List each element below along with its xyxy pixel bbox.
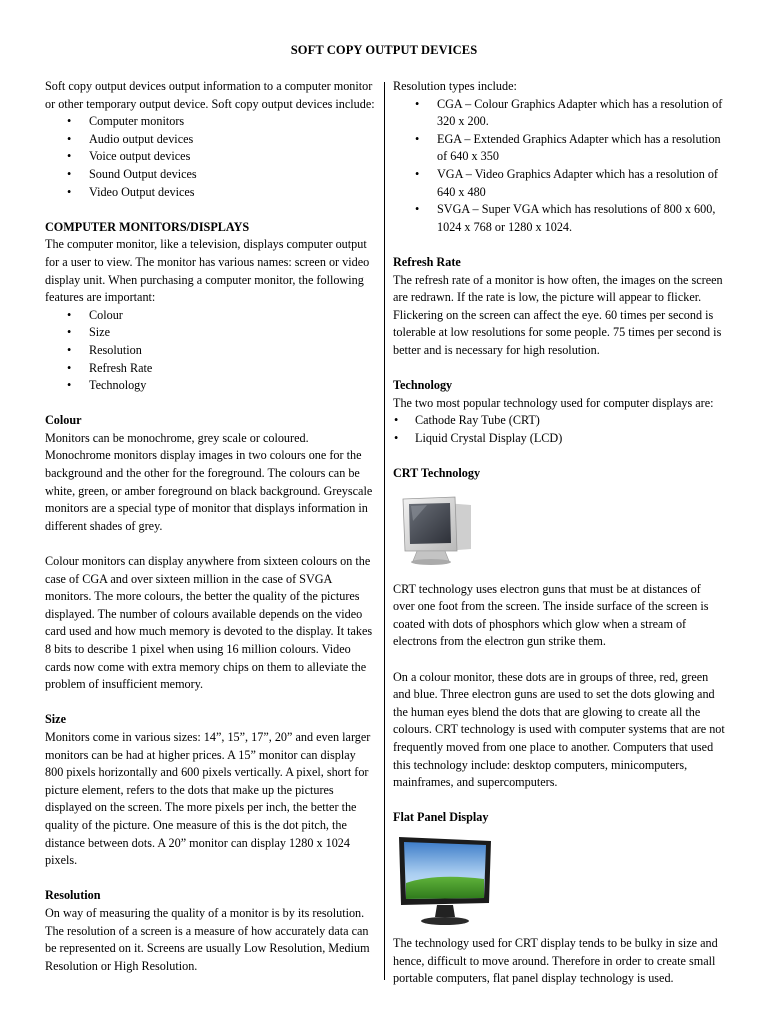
intro-list <box>45 113 377 201</box>
section-heading-crt: CRT Technology <box>393 466 481 481</box>
resolution-paragraph: On way of measuring the quality of a monitor is by its resolution. The resolution of a screen is a measure of how accurately data can be represented on it. Screens are usually Low Resolution, Medium Resolution or High Resolution. <box>45 905 370 973</box>
section-heading-flat-panel: Flat Panel Display <box>393 810 489 825</box>
refresh-paragraph: The refresh rate of a monitor is how often, the images on the screen are redrawn. If the rate is low, the picture will appear to flicker. Flickering on the screen can affect the eye. 60 times per second is tolerable at low resolutions for some people. 75 times per second is better and is necessary for high resolution. <box>393 272 723 357</box>
list-item: • Technology <box>45 377 377 395</box>
page-title: SOFT COPY OUTPUT DEVICES <box>290 43 478 57</box>
column-divider <box>384 82 385 980</box>
section-heading-size: Size <box>45 712 66 727</box>
list-item: • Computer monitors <box>45 113 377 131</box>
list-item: • Sound Output devices <box>45 166 377 184</box>
list-item: • Resolution <box>45 342 377 360</box>
list-item: • VGA – Video Graphics Adapter which has a resolution of 640 x 480 <box>393 166 725 201</box>
list-item: • Liquid Crystal Display (LCD) <box>393 430 725 448</box>
right-column <box>393 78 725 988</box>
technology-paragraph: The two most popular technology used for computer displays are: <box>393 395 714 410</box>
colour-paragraph-1: Monitors can be monochrome, grey scale or coloured. Monochrome monitors display images in two colours one for the background and the other for the foreground. The colours can be white, green, or amber foreground on black background. Greyscale monitors are a special type of monitor that displays information in different shades of grey. <box>45 430 373 533</box>
list-item: • Voice output devices <box>45 148 377 166</box>
size-paragraph: Monitors come in various sizes: 14”, 15”, 17”, 20” and even larger monitors can be had at higher prices. A 15” monitor can display 800 pixels horizontally and 600 pixels vertically. A pixel, short for picture element, refers to the dots that make up the pictures displayed on the screen. The more pixels per inch, the better the quality of the picture. One measure of this is the dot pitch, the distance between dots. A 20” monitor can display 1280 x 1024 pixels. <box>45 729 371 868</box>
resolution-types-list <box>393 96 725 237</box>
crt-paragraph-1: CRT technology uses electron guns that must be at distances of over one foot from the screen. The inside surface of the screen is coated with dots of phosphors which glow when a stream of electrons from the electron gun strike them. <box>393 581 709 649</box>
colour-paragraph-2: Colour monitors can display anywhere from sixteen colours on the case of CGA and over sixteen million in the case of SVGA monitors. The more colours, the better the quality of the pictures displayed. The number of colours available depends on the video card used and how much memory is devoted to the display. It takes 8 bits to describe 1 pixel when using 16 million colours. Video cards now come with extra memory chips on them to alleviate the problem of insufficient memory. <box>45 554 373 692</box>
left-column <box>45 78 377 975</box>
crt-monitor-image <box>397 491 477 571</box>
crt-paragraph-2: On a colour monitor, these dots are in groups of three, red, green and blue. Three electron guns are used to set the dots glowing and the human eyes blend the dots that are glowing to create all the colours. CRT technology is used with computer systems that are not frequently moved from one place to another. Computers that used this technology include: desktop computers, minicomputers, mainframes, and supercomputers. <box>393 669 725 790</box>
list-item: • Refresh Rate <box>45 360 377 378</box>
section-heading-technology: Technology <box>393 378 453 393</box>
flat-panel-paragraph: The technology used for CRT display tends to be bulky in size and hence, difficult to move around. Therefore in order to create small portable computers, flat panel display technology is used. <box>393 935 718 986</box>
list-item: • EGA – Extended Graphics Adapter which has a resolution of 640 x 350 <box>393 131 725 166</box>
section-heading-colour: Colour <box>45 413 82 428</box>
intro-paragraph: Soft copy output devices output information to a computer monitor or other temporary output device. Soft copy output devices include: <box>45 79 375 111</box>
list-item: • SVGA – Super VGA which has resolutions of 800 x 600, 1024 x 768 or 1280 x 1024. <box>393 201 725 236</box>
list-item: • Cathode Ray Tube (CRT) <box>393 412 725 430</box>
section-heading-monitors: COMPUTER MONITORS/DISPLAYS <box>45 219 250 234</box>
flat-panel-monitor-image <box>395 833 495 929</box>
features-list <box>45 307 377 395</box>
list-item: • Colour <box>45 307 377 325</box>
technology-list <box>393 412 725 447</box>
list-item: • Size <box>45 324 377 342</box>
section-heading-refresh: Refresh Rate <box>393 254 461 269</box>
list-item: • Audio output devices <box>45 131 377 149</box>
resolution-types-intro: Resolution types include: <box>393 79 517 93</box>
list-item: • CGA – Colour Graphics Adapter which has a resolution of 320 x 200. <box>393 96 725 131</box>
section-heading-resolution: Resolution <box>45 888 101 903</box>
monitors-paragraph: The computer monitor, like a television, displays computer output for a user to view. The monitor has various names: screen or video display unit. When purchasing a computer monitor, the following features are important: <box>45 237 370 305</box>
list-item: • Video Output devices <box>45 184 377 202</box>
